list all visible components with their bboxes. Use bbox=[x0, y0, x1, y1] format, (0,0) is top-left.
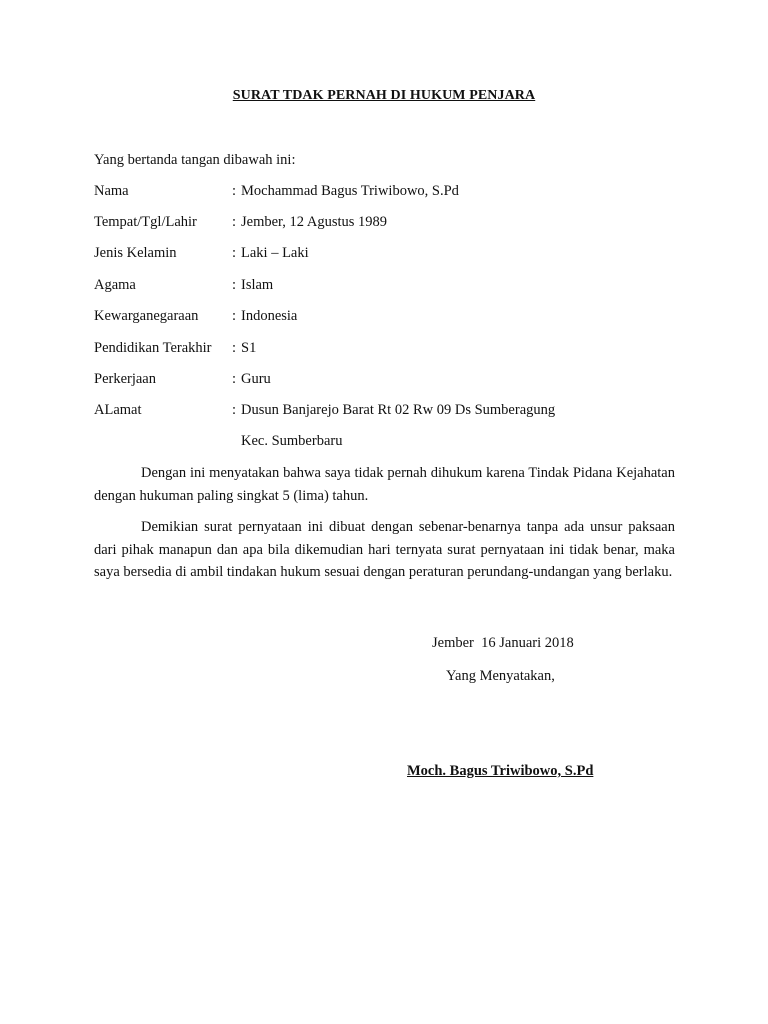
closing-paragraph: Demikian surat pernyataan ini dibuat dengan sebenar-benarnya tanpa ada unsur paksaan dari pihak manapun dan apa bila dikemudian hari ternyata surat pernyataan ini tidak benar, maka saya bersedia di ambil tindakan hukum sesuai dengan peraturan perundang-undangan yang berlaku. bbox=[94, 519, 675, 580]
field-colon: : bbox=[232, 214, 237, 230]
field-label: Pendidikan Terakhir bbox=[94, 340, 212, 356]
field-colon: : bbox=[232, 245, 237, 261]
statement-paragraph: Dengan ini menyatakan bahwa saya tidak pernah dihukum karena Tindak Pidana Kejahatan dengan hukuman paling singkat 5 (lima) tahun. bbox=[94, 465, 675, 504]
field-value: S1 bbox=[241, 340, 257, 356]
field-colon: : bbox=[232, 340, 237, 356]
address-continuation: Kec. Sumberbaru bbox=[241, 433, 343, 449]
field-row-alamat bbox=[94, 402, 555, 419]
field-label: Jenis Kelamin bbox=[94, 245, 177, 261]
field-label: ALamat bbox=[94, 402, 142, 418]
field-value: Laki – Laki bbox=[241, 245, 309, 261]
field-label: Kewarganegaraan bbox=[94, 308, 199, 324]
field-row-perkerjaan bbox=[94, 371, 271, 388]
field-label: Tempat/Tgl/Lahir bbox=[94, 214, 197, 230]
field-label: Nama bbox=[94, 183, 129, 199]
field-row-kewarganegaraan bbox=[94, 308, 297, 325]
field-row-pendidikan-terakhir bbox=[94, 340, 256, 357]
field-label: Perkerjaan bbox=[94, 371, 156, 387]
field-row-nama bbox=[94, 183, 459, 200]
field-value: Jember, 12 Agustus 1989 bbox=[241, 214, 388, 230]
field-value: Islam bbox=[241, 277, 274, 293]
field-colon: : bbox=[232, 277, 237, 293]
signer-name: Moch. Bagus Triwibowo, S.Pd bbox=[407, 763, 594, 779]
field-row-agama bbox=[94, 277, 273, 294]
field-colon: : bbox=[232, 371, 237, 387]
field-row-jenis-kelamin bbox=[94, 245, 309, 262]
stated-by: Yang Menyatakan, bbox=[446, 668, 555, 684]
field-value: Mochammad Bagus Triwibowo, S.Pd bbox=[241, 183, 459, 199]
field-colon: : bbox=[232, 402, 237, 418]
field-colon: : bbox=[232, 183, 237, 199]
field-value: Guru bbox=[241, 371, 271, 387]
field-colon: : bbox=[232, 308, 237, 324]
place-date: Jember 16 Januari 2018 bbox=[432, 635, 574, 651]
field-value: Indonesia bbox=[241, 308, 298, 324]
intro-text: Yang bertanda tangan dibawah ini: bbox=[94, 152, 296, 168]
field-value: Dusun Banjarejo Barat Rt 02 Rw 09 Ds Sumberagung bbox=[241, 402, 556, 418]
document-title: SURAT TDAK PERNAH DI HUKUM PENJARA bbox=[232, 88, 536, 103]
field-row-tempat-tgl-lahir bbox=[94, 214, 387, 231]
field-label: Agama bbox=[94, 277, 136, 293]
